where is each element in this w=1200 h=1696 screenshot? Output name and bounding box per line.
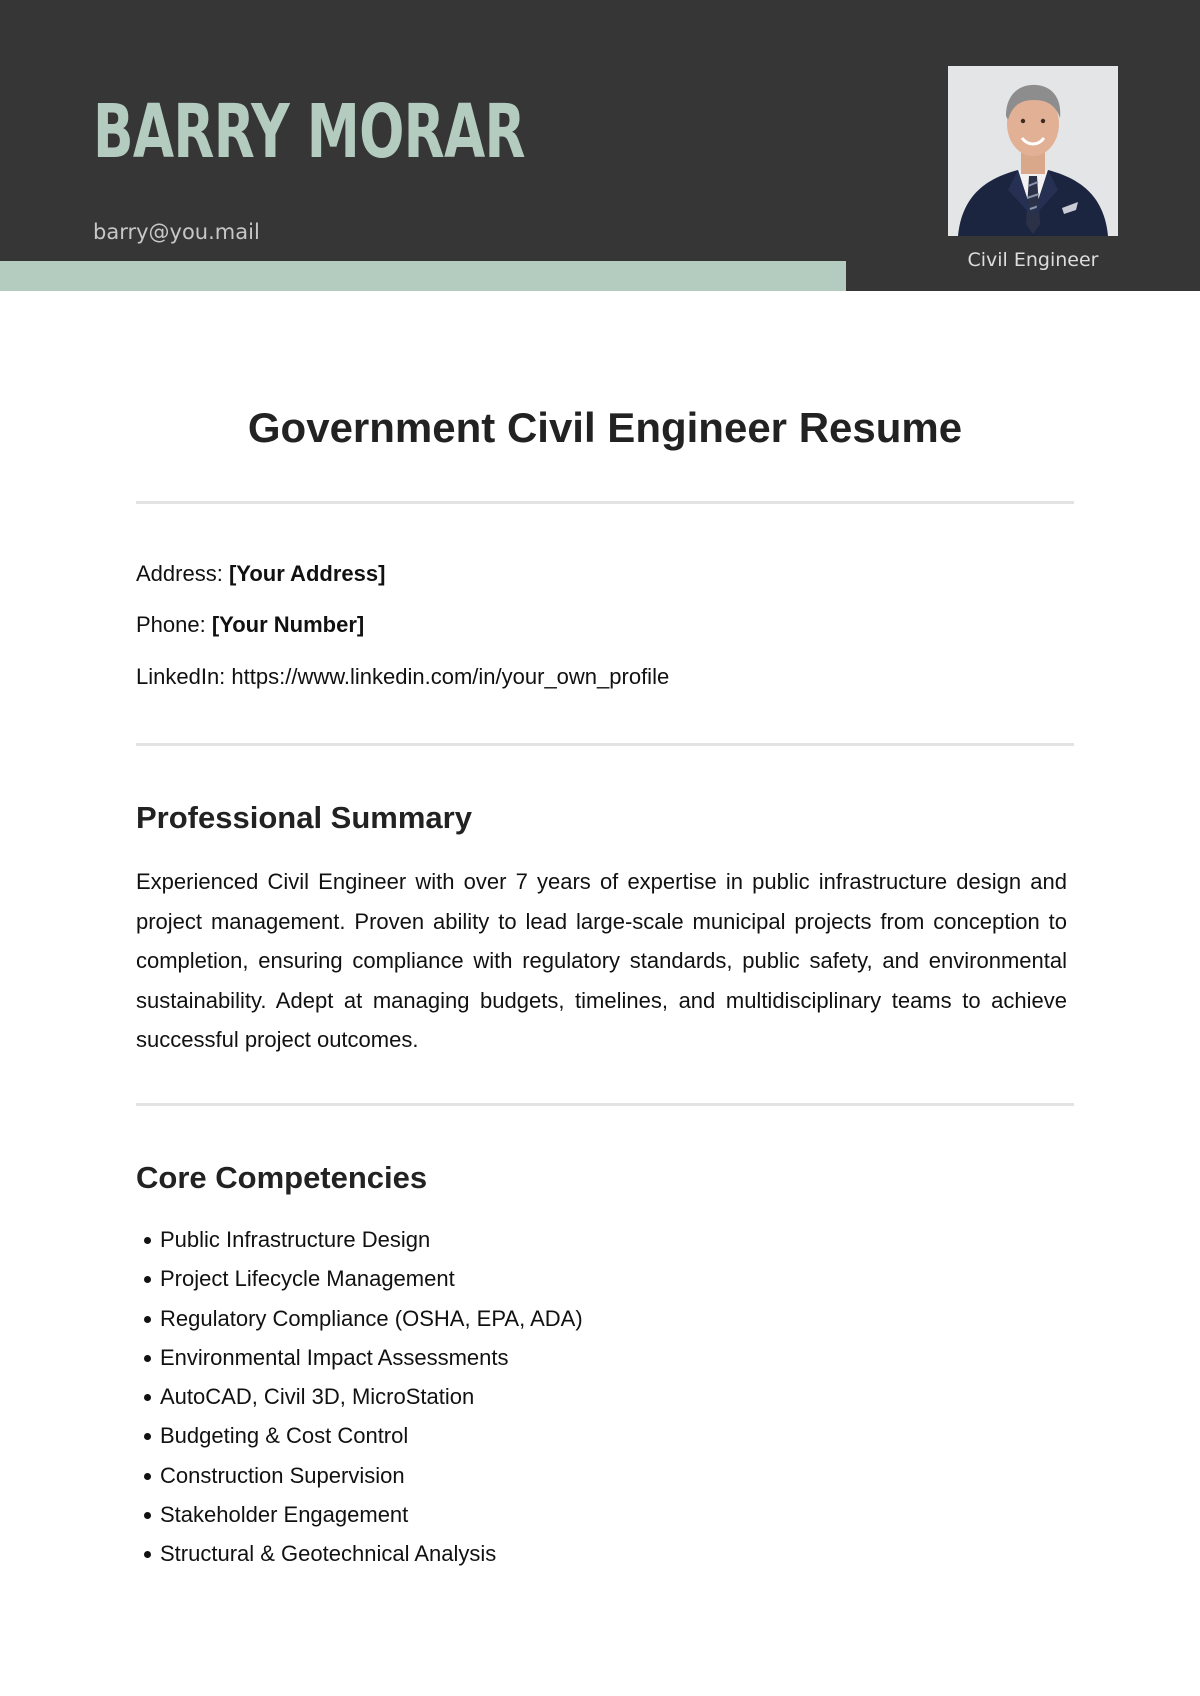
- linkedin-link[interactable]: https://www.linkedin.com/in/your_own_profile: [231, 664, 670, 689]
- list-item: Public Infrastructure Design: [142, 1220, 583, 1259]
- address-value: [Your Address]: [228, 561, 386, 586]
- list-item: Environmental Impact Assessments: [142, 1338, 583, 1377]
- bullet-icon: [144, 1394, 151, 1401]
- linkedin-label: LinkedIn:: [136, 664, 226, 689]
- contact-phone: [136, 609, 364, 641]
- contact-address: [136, 558, 385, 590]
- phone-value: [Your Number]: [211, 612, 365, 637]
- list-item: Stakeholder Engagement: [142, 1495, 583, 1534]
- candidate-role: Civil Engineer: [967, 249, 1099, 271]
- divider: [136, 501, 1074, 504]
- bullet-icon: [144, 1473, 151, 1480]
- candidate-name: BARRY MORAR: [93, 89, 525, 175]
- list-item: Construction Supervision: [142, 1456, 583, 1495]
- competencies-heading: Core Competencies: [136, 1160, 428, 1195]
- portrait-illustration: [948, 66, 1118, 236]
- divider: [136, 1103, 1074, 1106]
- list-item: Structural & Geotechnical Analysis: [142, 1534, 583, 1573]
- resume-header: [0, 0, 1200, 291]
- portrait-photo: [948, 66, 1118, 236]
- competencies-list: [142, 1220, 583, 1574]
- address-label: Address:: [136, 561, 223, 586]
- bullet-icon: [144, 1276, 151, 1283]
- phone-label: Phone:: [136, 612, 206, 637]
- list-item: AutoCAD, Civil 3D, MicroStation: [142, 1377, 583, 1416]
- bullet-icon: [144, 1355, 151, 1362]
- list-item: Budgeting & Cost Control: [142, 1416, 583, 1455]
- candidate-email[interactable]: barry@you.mail: [93, 220, 260, 244]
- document-title: Government Civil Engineer Resume: [247, 404, 963, 451]
- bullet-icon: [144, 1551, 151, 1558]
- header-accent-bar: [0, 261, 846, 291]
- divider: [136, 743, 1074, 746]
- bullet-icon: [144, 1433, 151, 1440]
- summary-text: Experienced Civil Engineer with over 7 years of expertise in public infrastructure design and project management. Proven ability to lead large-scale municipal projects from conception to completion, ensuring compliance with regulatory standards, public safety, and environmental sustainability. Adept at managing budgets, timelines, and multidisciplinary teams to achieve successful project outcomes.: [136, 869, 1067, 1052]
- bullet-icon: [144, 1237, 151, 1244]
- summary-heading: Professional Summary: [136, 800, 472, 835]
- bullet-icon: [144, 1512, 151, 1519]
- bullet-icon: [144, 1316, 151, 1323]
- list-item: Regulatory Compliance (OSHA, EPA, ADA): [142, 1299, 583, 1338]
- list-item: Project Lifecycle Management: [142, 1259, 583, 1298]
- contact-linkedin: [136, 661, 669, 693]
